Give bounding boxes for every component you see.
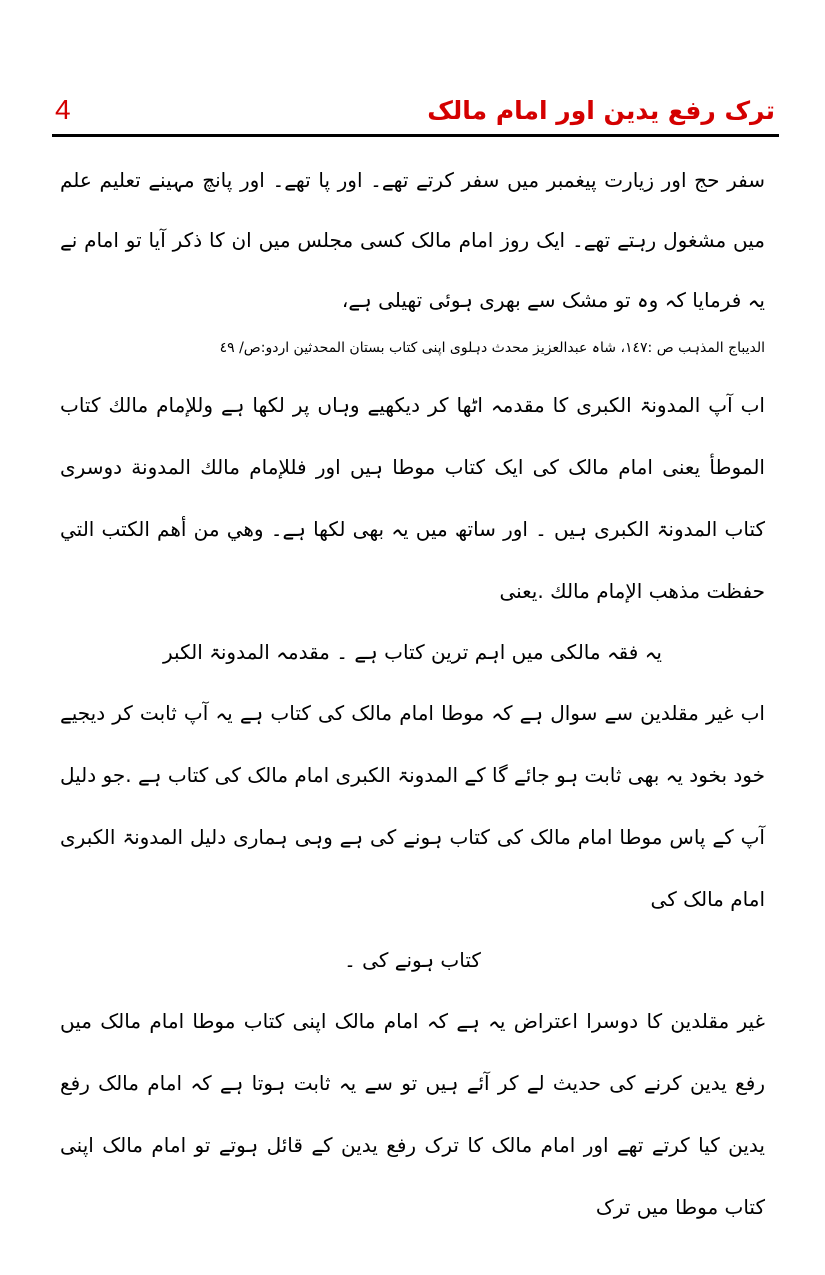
paragraph-3-last-line: کتاب ہونے کی ۔ [344, 948, 481, 972]
page-number: 4 [55, 94, 71, 125]
paragraph-4: غیر مقلدین کا دوسرا اعتراض یہ ہے کہ امام مالک اپنی کتاب موطا امام مالک میں رفع یدین کرنے کی حدیث لے کر آئے ہیں تو سے یہ ثابت ہوتا ہے کہ امام مالک رفع یدین کیا کرتے تھے اور امام مالک کا ترک رفع یدین کے قائل ہوتے تو امام مالک اپنی کتاب موطا میں ترک [60, 1009, 765, 1219]
header-divider [52, 134, 779, 137]
running-title: ترک رفع یدین اور امام مالک [427, 95, 775, 125]
paragraph-2-last-line: یہ فقہ مالکی میں اہم ترین کتاب ہے ۔ مقدمہ المدونۃ الکبر [163, 640, 662, 664]
page-body [60, 150, 765, 1238]
page-header [55, 88, 775, 132]
paragraph-2: اب آپ المدونۃ الکبری کا مقدمہ اٹھا کر دیکھیے وہاں پر لکھا ہے وللإمام مالك كتاب الموطأ یعنی امام مالک کی ایک کتاب موطا ہیں اور فللإمام مالك المدونة دوسری کتاب المدونۃ الکبری ہیں ۔ اور ساتھ میں یہ بھی لکھا ہے۔ وهي من أهم الكتب التي حفظت مذهب الإمام مالك .یعنی [60, 393, 765, 603]
reference-citation: الدیباج المذہب ص :۱٤۷، شاہ عبدالعزیز محدث دہلوی اپنی کتاب بستان المحدثین اردو:ص/ ٤۹ [219, 340, 765, 356]
paragraph-3: اب غیر مقلدین سے سوال ہے کہ موطا امام مالک کی کتاب ہے یہ آپ ثابت کر دیجیے خود بخود یہ بھی ثابت ہو جائے گا کے المدونۃ الکبری امام مالک کی کتاب ہے .جو دلیل آپ کے پاس موطا امام مالک کی کتاب ہونے کی ہے وہی ہماری دلیل المدونۃ الکبری امام مالک کی [60, 701, 765, 911]
paragraph-1: سفر حج اور زیارت پیغمبر میں سفر کرتے تھے۔ اور پا تھے۔ اور پانچ مہینے تعلیم علم میں مشغول رہتے تھے۔ ایک روز امام مالک کسی مجلس میں ان کا ذکر آیا تو امام نے یہ فرمایا کہ وہ تو مشک سے بھری ہوئی تھیلی ہے، [60, 168, 765, 312]
